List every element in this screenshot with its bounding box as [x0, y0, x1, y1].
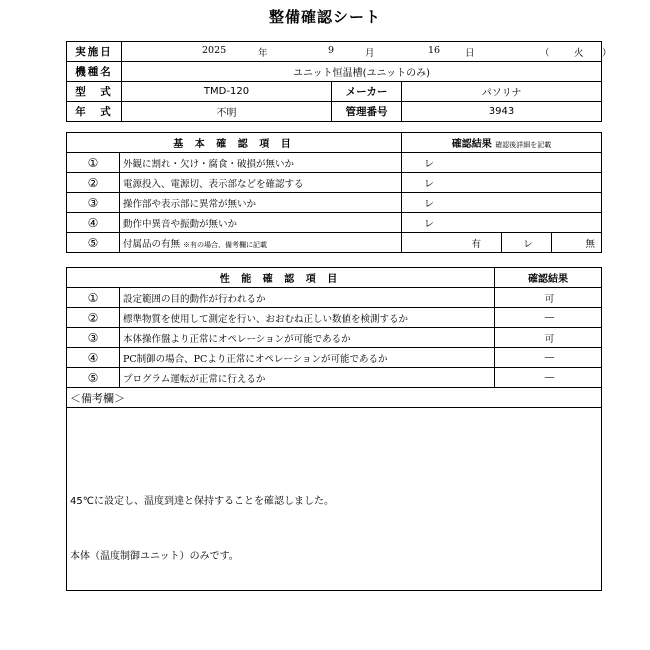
maker-value: パソリナ	[402, 82, 602, 102]
performance-check-table	[66, 267, 602, 591]
table-row	[67, 348, 602, 368]
remarks-line-2: 本体（温度制御ユニット）のみです。	[70, 551, 239, 562]
accessory-note: ※有の場合、備考欄に記載	[183, 240, 268, 249]
item-text: 本体操作盤より正常にオペレーションが可能であるか	[120, 328, 495, 348]
item-number: ①	[67, 288, 120, 308]
maker-label: メーカー	[332, 82, 402, 102]
month-unit: 月	[365, 48, 375, 59]
item-number: ③	[67, 193, 120, 213]
mgmt-label: 管理番号	[332, 102, 402, 122]
day-unit: 日	[465, 48, 475, 59]
item-text: 設定範囲の目的動作が行われるか	[120, 288, 495, 308]
info-table	[66, 41, 612, 122]
item-result: ―	[495, 348, 602, 368]
remarks-body	[67, 408, 602, 591]
perf-result-header: 確認結果	[495, 268, 602, 288]
year-value: 2025	[202, 45, 227, 56]
item-text: プログラム運転が正常に行えるか	[120, 368, 495, 388]
table-row	[67, 308, 602, 328]
accessory-label: 付属品の有無	[123, 238, 181, 250]
item-number: ⑤	[67, 368, 120, 388]
basic-header: 基 本 確 認 項 目	[67, 133, 402, 153]
item-number: ③	[67, 328, 120, 348]
item-text: 電源投入、電源切、表示部などを確認する	[120, 173, 402, 193]
item-number: ⑤	[67, 233, 120, 253]
item-text: 外観に割れ・欠け・腐食・破損が無いか	[120, 153, 402, 173]
table-row	[67, 233, 602, 253]
table-row	[67, 328, 602, 348]
basic-result-note: 確認後詳細を記載	[495, 141, 552, 149]
item-result: レ	[402, 193, 602, 213]
item-text: PC制御の場合、PCより正常にオペレーションが可能であるか	[120, 348, 495, 368]
perf-header: 性 能 確 認 項 目	[67, 268, 495, 288]
table-row	[67, 153, 602, 173]
model-name-label: 機種名	[67, 62, 122, 82]
item-result: 可	[495, 328, 602, 348]
year-model-value: 不明	[122, 102, 332, 122]
item-result: ―	[495, 368, 602, 388]
date-label: 実施日	[67, 42, 122, 62]
month-value: 9	[328, 45, 335, 56]
item-number: ①	[67, 153, 120, 173]
item-text: 動作中異音や振動が無いか	[120, 213, 402, 233]
year-unit: 年	[258, 48, 268, 59]
basic-result-header: 確認結果	[451, 139, 492, 150]
item-result: レ	[402, 153, 602, 173]
item-number: ②	[67, 308, 120, 328]
basic-check-table	[66, 132, 602, 253]
type-value: TMD-120	[122, 82, 332, 102]
item-result: ―	[495, 308, 602, 328]
item-result: レ	[402, 213, 602, 233]
item-text	[120, 233, 402, 253]
table-row	[67, 288, 602, 308]
date-value	[122, 42, 612, 62]
accessory-no: 無	[552, 233, 602, 253]
table-row	[67, 213, 602, 233]
item-number: ②	[67, 173, 120, 193]
item-text: 操作部や表示部に異常が無いか	[120, 193, 402, 213]
item-result: 可	[495, 288, 602, 308]
table-row	[67, 173, 602, 193]
accessory-yes: 有	[402, 233, 502, 253]
weekday-close: ）	[602, 48, 612, 59]
table-row	[67, 368, 602, 388]
page-title: 整備確認シート	[268, 8, 381, 26]
table-row	[67, 193, 602, 213]
day-value: 16	[428, 45, 441, 56]
item-number: ④	[67, 213, 120, 233]
type-label: 型 式	[67, 82, 122, 102]
item-result: レ	[402, 173, 602, 193]
item-text: 標準物質を使用して測定を行い、おおむね正しい数値を検測するか	[120, 308, 495, 328]
remarks-label: ＜備考欄＞	[67, 388, 602, 408]
weekday-open: （	[540, 48, 550, 59]
accessory-check: レ	[502, 233, 552, 253]
item-number: ④	[67, 348, 120, 368]
remarks-line-1: 45℃に設定し、温度到達と保持することを確認しました。	[70, 496, 334, 507]
year-label: 年 式	[67, 102, 122, 122]
mgmt-value: 3943	[402, 102, 602, 122]
weekday-value: 火	[574, 48, 584, 59]
model-name-value: ユニット恒温槽(ユニットのみ)	[122, 62, 602, 82]
